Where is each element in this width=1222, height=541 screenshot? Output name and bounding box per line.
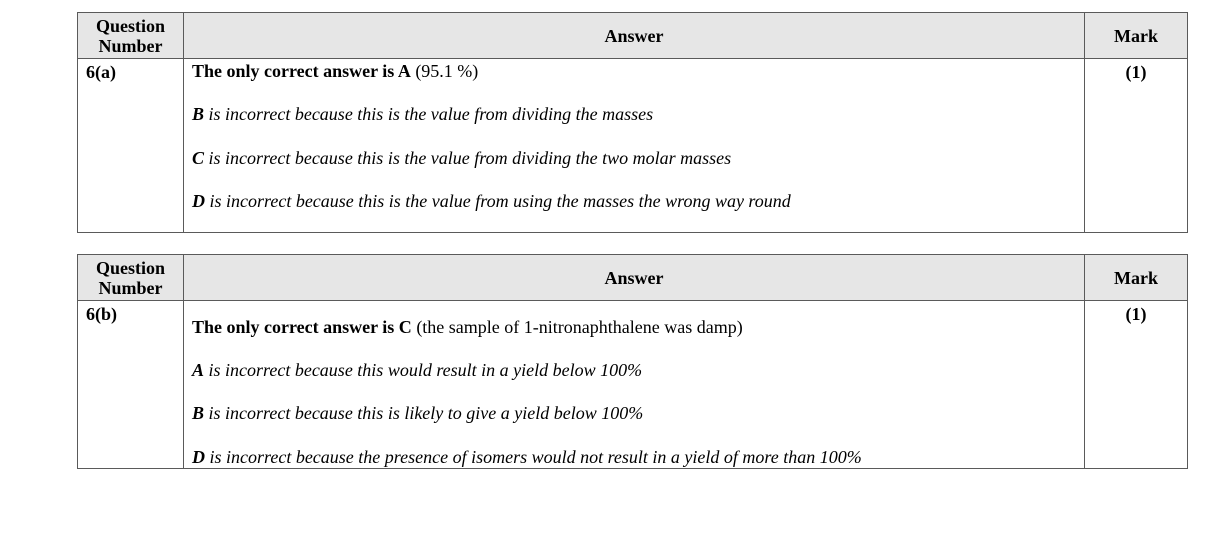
table-row: [78, 301, 1188, 469]
correct-answer-statement: The only correct answer is A: [192, 61, 411, 81]
correct-answer-statement: The only correct answer is C: [192, 317, 412, 337]
table-row: [78, 59, 1188, 233]
answer-cell: [184, 59, 1085, 233]
correct-answer-detail: (95.1 %): [410, 61, 479, 81]
correct-answer-detail: (the sample of 1-nitronaphthalene was damp): [411, 317, 743, 337]
distractor-letter: B: [192, 104, 205, 124]
header-mark: Mark: [1085, 255, 1188, 301]
distractor-text: is incorrect because this is the value from dividing the two molar masses: [204, 148, 732, 168]
distractor-text: is incorrect because the presence of isomers would not result in a yield of more than 100%: [205, 447, 862, 467]
mark-value: (1): [1085, 301, 1188, 469]
header-answer: Answer: [184, 255, 1085, 301]
distractor-reason: [192, 103, 1076, 125]
mark-scheme-table-6b: [77, 254, 1188, 469]
distractor-reason: [192, 147, 1076, 169]
header-mark: Mark: [1085, 13, 1188, 59]
mark-scheme-table-6a: [77, 12, 1188, 233]
distractor-reason: [192, 190, 1076, 212]
distractor-letter: D: [192, 191, 205, 211]
correct-answer-line: [192, 316, 1076, 338]
distractor-text: is incorrect because this is the value from dividing the masses: [204, 104, 654, 124]
distractor-letter: A: [192, 360, 205, 380]
mark-value: (1): [1085, 59, 1188, 233]
answer-cell: [184, 301, 1085, 469]
distractor-reason: [192, 402, 1076, 424]
distractor-text: is incorrect because this is likely to give a yield below 100%: [204, 403, 644, 423]
question-number: 6(a): [78, 59, 184, 233]
table-header-row: [78, 13, 1188, 59]
distractor-letter: D: [192, 447, 205, 467]
distractor-letter: B: [192, 403, 205, 423]
question-number: 6(b): [78, 301, 184, 469]
correct-answer-line: [192, 60, 1076, 82]
distractor-reason: [192, 446, 1076, 468]
header-question-number: Question Number: [78, 13, 184, 59]
distractor-text: is incorrect because this would result in a yield below 100%: [204, 360, 643, 380]
distractor-text: is incorrect because this is the value from using the masses the wrong way round: [205, 191, 791, 211]
distractor-letter: C: [192, 148, 205, 168]
header-answer: Answer: [184, 13, 1085, 59]
distractor-reason: [192, 359, 1076, 381]
header-question-number: Question Number: [78, 255, 184, 301]
table-header-row: [78, 255, 1188, 301]
